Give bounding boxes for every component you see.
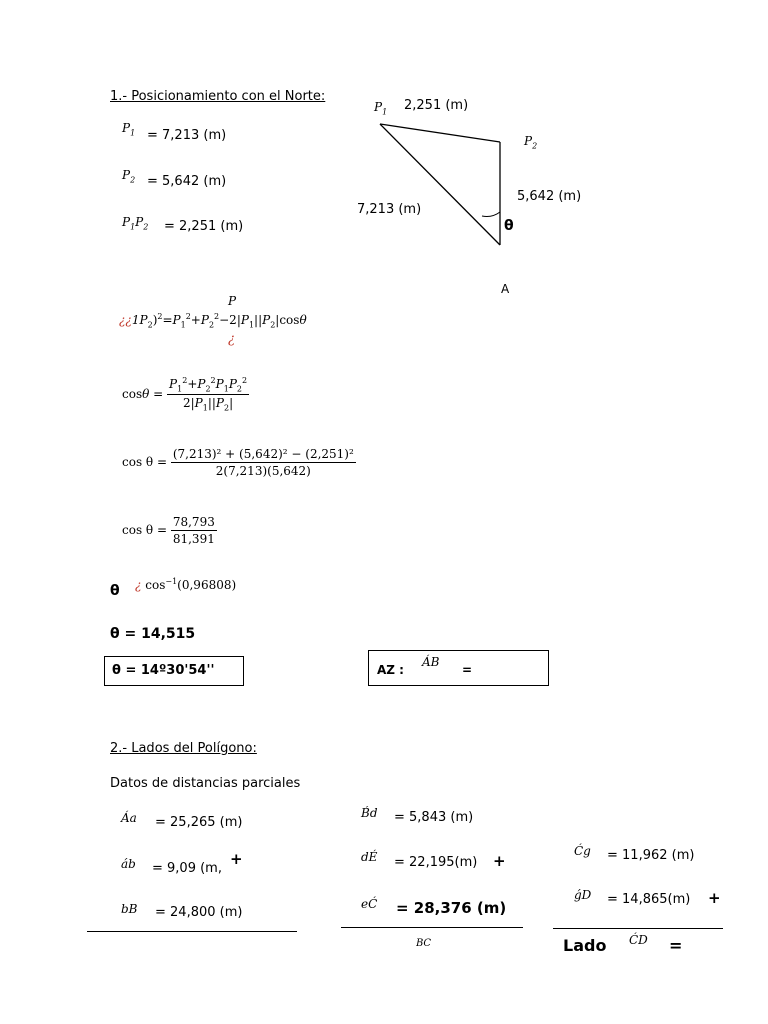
diagram-p2-label: $P_2$ (524, 134, 538, 151)
col1-row2-symbol: áb (121, 857, 136, 871)
formula-law-of-cosines: ¿¿$1P_2)^2=P_1^2+P_2^2-2|P_1||P_2|\cos\theta$ (119, 312, 307, 330)
col2-row2-symbol: dÉ (361, 850, 378, 864)
diagram-left-distance: 7,213 (m) (357, 202, 422, 217)
col2-row3-value: = 28,376 (m) (396, 899, 507, 917)
diagram-vertex-a: A (501, 282, 510, 296)
col3-row2-value: = 14,865(m) (607, 892, 691, 907)
p2-symbol: $P_2$ (122, 168, 136, 185)
col2-row2-value: = 22,195(m) (394, 855, 478, 870)
p1p2-symbol: $P_1P_2$ (122, 215, 149, 232)
lado-symbol: ĆD (629, 933, 648, 947)
col1-row2-value: = 9,09 (m, (152, 861, 222, 876)
col2-sum-line (341, 927, 523, 928)
azimuth-symbol: ÁB (422, 655, 440, 669)
formula4-denominator: 81,391 (172, 532, 215, 546)
col1-row3-value: = 24,800 (m) (155, 905, 243, 920)
section-2-subheading: Datos de distancias parciales (110, 776, 301, 791)
p1-symbol: $P_1$ (122, 121, 136, 138)
formula1-top-p: P (228, 294, 237, 308)
lado-equals: = (669, 936, 683, 955)
azimuth-equals: = (462, 663, 473, 677)
diagram-top-distance: 2,251 (m) (404, 98, 469, 113)
col3-sum-line (553, 928, 723, 929)
col1-row3-symbol: bB (121, 902, 138, 916)
theta-decimal-result: θ = 14,515 (110, 626, 196, 642)
col3-row1-symbol: Ćg (574, 844, 591, 858)
formula-cos-general: cosθ = $\frac{P_1^2+P_2^2P_1P_2^2}{2|P_1||P_2|}$ (122, 376, 248, 413)
p1-value: = 7,213 (m) (147, 128, 227, 143)
formula5-theta: θ (110, 583, 120, 599)
diagram-right-distance: 5,642 (m) (517, 189, 582, 204)
col2-row1-value: = 5,843 (m) (394, 810, 474, 825)
formula3-denominator: 2(7,213)(5,642) (215, 464, 311, 478)
formula-arccos: ¿ $\cos^{-1}(0,96808)$ (135, 577, 237, 592)
triangle-diagram (0, 0, 768, 300)
diagram-p1-label: $P_1$ (374, 100, 388, 117)
col1-sum-line (87, 931, 297, 932)
col3-plus-sign: + (708, 889, 721, 907)
col2-row3-symbol: eĆ (361, 897, 378, 911)
p2-value: = 5,642 (m) (147, 174, 227, 189)
azimuth-label: AZ : (377, 663, 404, 677)
col2-plus-sign: + (493, 852, 506, 870)
diagram-theta: θ (504, 218, 514, 234)
col2-row1-symbol: B́d (361, 806, 378, 820)
col3-row1-value: = 11,962 (m) (607, 848, 695, 863)
section-2-heading: 2.- Lados del Polígono: (110, 741, 257, 756)
p1p2-value: = 2,251 (m) (164, 219, 244, 234)
col1-row1-symbol: Áa (121, 811, 137, 825)
col2-bottom-symbol: B́C (416, 938, 431, 947)
col3-row2-symbol: ǵD (574, 888, 592, 902)
formula-cos-result: cos θ = $\frac{78,793}{81,391}$ (122, 515, 215, 546)
col1-plus-sign: + (230, 850, 243, 868)
formula1-red-mark: ¿ (228, 332, 235, 347)
formula-cos-substituted: cos θ = $\frac{\text{(7,213)² + (5,642)² − (2,251)²}}{2(7,213)(5,642)}$ (122, 447, 354, 478)
formula3-numerator: (7,213)² + (5,642)² − (2,251)² (172, 447, 354, 461)
lado-label: Lado (563, 936, 607, 955)
col1-row1-value: = 25,265 (m) (155, 815, 243, 830)
section-1-heading: 1.- Posicionamiento con el Norte: (110, 89, 326, 104)
theta-dms-result: θ = 14º30'54'' (112, 663, 215, 678)
formula4-numerator: 78,793 (172, 515, 215, 529)
